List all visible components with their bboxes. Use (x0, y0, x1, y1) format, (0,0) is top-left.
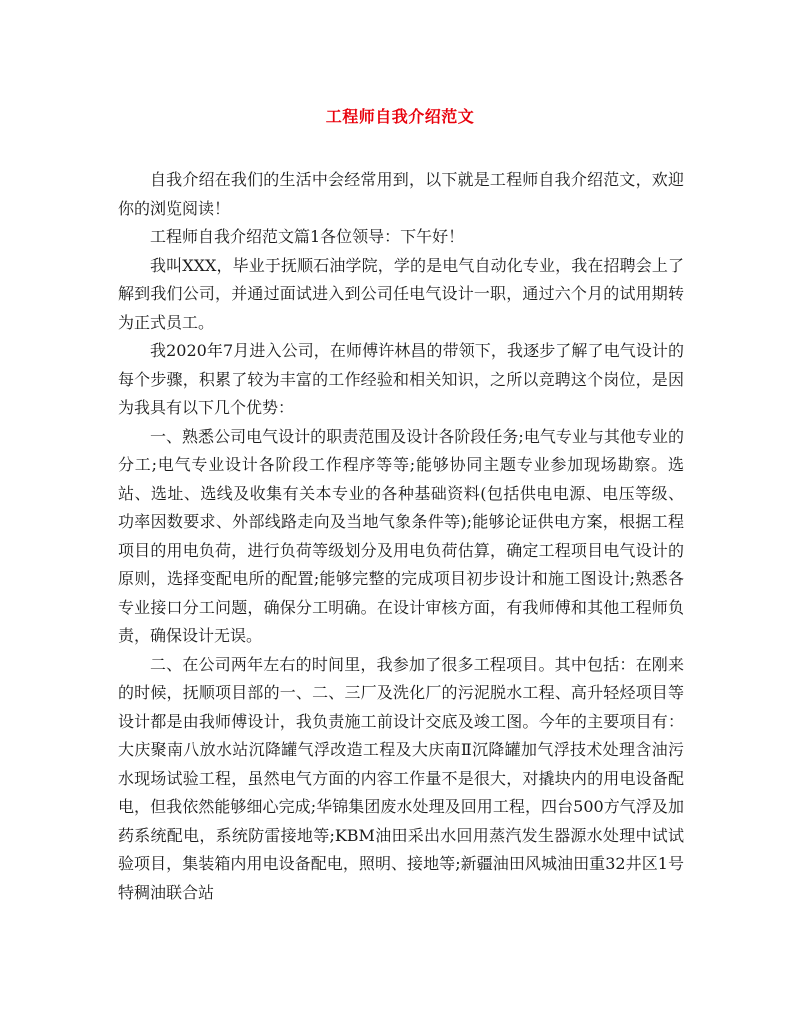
document-body (118, 166, 684, 907)
document-title: 工程师自我介绍范文 (325, 107, 475, 126)
paragraph-background: 我叫XXX，毕业于抚顺石油学院，学的是电气自动化专业，我在招聘会上了解到我们公司，并通过面试进入到公司任电气设计一职，通过六个月的试用期转为正式员工。 (118, 255, 684, 332)
paragraph-intro: 自我介绍在我们的生活中会经常用到，以下就是工程师自我介绍范文，欢迎你的浏览阅读！ (118, 170, 684, 218)
paragraph-advantage-one: 一、熟悉公司电气设计的职责范围及设计各阶段任务;电气专业与其他专业的分工;电气专业设计各阶段工作程序等等;能够协同主题专业参加现场勘察。选站、选址、选线及收集有关本专业的各种基础资料(包括供电电源、电压等级、功率因数要求、外部线路走向及当地气象条件等);能够论证供电方案，根据工程项目的用电负荷，进行负荷等级划分及用电负荷估算，确定工程项目电气设计的原则，选择变配电所的配置;能够完整的完成项目初步设计和施工图设计;熟悉各专业接口分工问题，确保分工明确。在设计审核方面，有我师傅和其他工程师负责，确保设计无误。 (118, 426, 684, 645)
paragraph-joining: 我2020年7月进入公司，在师傅许林昌的带领下，我逐步了解了电气设计的每个步骤，积累了较为丰富的工作经验和相关知识，之所以竞聘这个岗位，是因为我具有以下几个优势： (118, 341, 684, 417)
paragraph-advantage-two: 二、在公司两年左右的时间里，我参加了很多工程项目。其中包括：在刚来的时候，抚顺项目部的一、二、三厂及洗化厂的污泥脱水工程、高升轻烃项目等设计都是由我师傅设计，我负责施工前设计交底及竣工图。今年的主要项目有：大庆聚南八放水站沉降罐气浮改造工程及大庆南Ⅱ沉降罐加气浮技术处理含油污水现场试验工程，虽然电气方面的内容工作量不是很大，对撬块内的用电设备配电，但我依然能够细心完成;华锦集团废水处理及回用工程，四台500方气浮及加药系统配电，系统防雷接地等;KBM油田采出水回用蒸汽发生器源水处理中试试验项目，集装箱内用电设备配电，照明、接地等;新疆油田风城油田重32井区1号特稠油联合站 (118, 654, 684, 902)
paragraph-greeting: 工程师自我介绍范文篇1各位领导：下午好！ (150, 227, 465, 246)
